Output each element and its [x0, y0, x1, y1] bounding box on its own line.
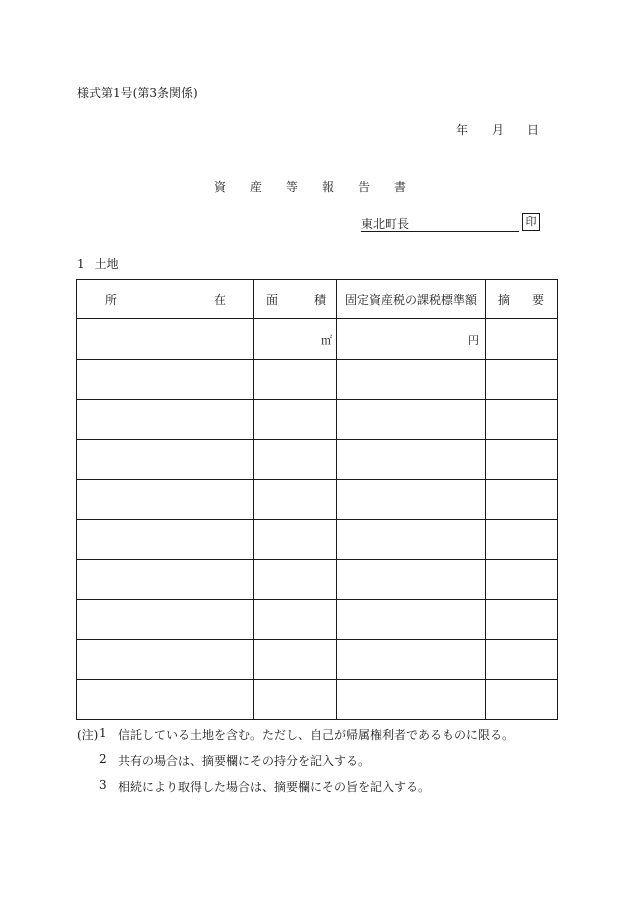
note-number: 3	[99, 778, 107, 792]
remarks-cell[interactable]	[486, 640, 558, 680]
header-remarks-left: 摘	[498, 293, 511, 307]
table-row	[77, 640, 558, 680]
notes-prefix: (注)	[77, 728, 99, 742]
tax-base-cell[interactable]	[337, 360, 486, 400]
title-char: 資	[214, 180, 227, 194]
land-table	[76, 279, 558, 720]
table-row	[77, 680, 558, 720]
note-item	[77, 752, 557, 778]
header-location	[77, 280, 254, 319]
header-remarks	[486, 280, 558, 319]
tax-base-cell[interactable]	[337, 680, 486, 720]
addressee-name: 東北町長	[361, 217, 410, 231]
form-number: 様式第1号(第3条関係)	[77, 86, 198, 100]
tax-base-cell[interactable]	[337, 319, 486, 360]
section-label: 土地	[94, 257, 119, 271]
note-text: 信託している土地を含む。ただし、自己が帰属権利者であるものに限る。	[118, 728, 515, 742]
header-location-right: 在	[214, 293, 227, 307]
title-char: 報	[322, 180, 335, 194]
location-cell[interactable]	[77, 440, 254, 480]
table-row	[77, 480, 558, 520]
addressee-line	[361, 215, 519, 232]
note-text: 共有の場合は、摘要欄にその持分を記入する。	[118, 754, 371, 768]
remarks-cell[interactable]	[486, 680, 558, 720]
remarks-cell[interactable]	[486, 319, 558, 360]
location-cell[interactable]	[77, 680, 254, 720]
table-row	[77, 440, 558, 480]
note-text: 相続により取得した場合は、摘要欄にその旨を記入する。	[118, 780, 431, 794]
location-cell[interactable]	[77, 520, 254, 560]
header-area-left: 面	[266, 293, 279, 307]
tax-base-cell[interactable]	[337, 520, 486, 560]
tax-base-unit: 円	[468, 334, 479, 347]
document-title	[214, 178, 414, 196]
table-row	[77, 400, 558, 440]
table-row	[77, 360, 558, 400]
header-location-left: 所	[105, 293, 118, 307]
remarks-cell[interactable]	[486, 600, 558, 640]
area-cell[interactable]	[254, 520, 337, 560]
title-char: 告	[358, 180, 371, 194]
remarks-cell[interactable]	[486, 360, 558, 400]
tax-base-cell[interactable]	[337, 560, 486, 600]
table-row	[77, 319, 558, 360]
date-day-label: 日	[527, 123, 540, 137]
notes	[77, 726, 557, 804]
location-cell[interactable]	[77, 480, 254, 520]
tax-base-cell[interactable]	[337, 400, 486, 440]
header-area	[254, 280, 337, 319]
table-header-row	[77, 280, 558, 319]
area-cell[interactable]	[254, 480, 337, 520]
note-number: 1	[99, 726, 107, 740]
tax-base-cell[interactable]	[337, 640, 486, 680]
remarks-cell[interactable]	[486, 520, 558, 560]
section-number: 1	[77, 257, 85, 271]
note-number: 2	[99, 752, 107, 766]
date-line	[0, 121, 539, 137]
table-row	[77, 600, 558, 640]
title-char: 書	[394, 180, 407, 194]
date-month-label: 月	[492, 123, 505, 137]
area-cell[interactable]	[254, 360, 337, 400]
title-char: 等	[286, 180, 299, 194]
tax-base-cell[interactable]	[337, 600, 486, 640]
location-cell[interactable]	[77, 600, 254, 640]
header-area-right: 積	[314, 293, 327, 307]
tax-base-cell[interactable]	[337, 480, 486, 520]
area-unit: ㎡	[321, 334, 332, 347]
remarks-cell[interactable]	[486, 400, 558, 440]
header-remarks-right: 要	[532, 293, 545, 307]
location-cell[interactable]	[77, 560, 254, 600]
remarks-cell[interactable]	[486, 440, 558, 480]
area-cell[interactable]	[254, 440, 337, 480]
table-row	[77, 520, 558, 560]
location-cell[interactable]	[77, 319, 254, 360]
area-cell[interactable]	[254, 319, 337, 360]
tax-base-cell[interactable]	[337, 440, 486, 480]
header-tax-base	[337, 280, 486, 319]
remarks-cell[interactable]	[486, 480, 558, 520]
location-cell[interactable]	[77, 640, 254, 680]
location-cell[interactable]	[77, 400, 254, 440]
area-cell[interactable]	[254, 640, 337, 680]
area-cell[interactable]	[254, 680, 337, 720]
title-char: 産	[250, 180, 263, 194]
table-row	[77, 560, 558, 600]
note-item	[77, 778, 557, 804]
area-cell[interactable]	[254, 600, 337, 640]
area-cell[interactable]	[254, 400, 337, 440]
seal-mark: 印	[522, 213, 540, 231]
area-cell[interactable]	[254, 560, 337, 600]
location-cell[interactable]	[77, 360, 254, 400]
remarks-cell[interactable]	[486, 560, 558, 600]
note-item	[77, 726, 557, 752]
section-title	[77, 255, 119, 272]
date-year-label: 年	[456, 123, 469, 137]
header-tax-base-label: 固定資産税の課税標準額	[345, 293, 478, 307]
